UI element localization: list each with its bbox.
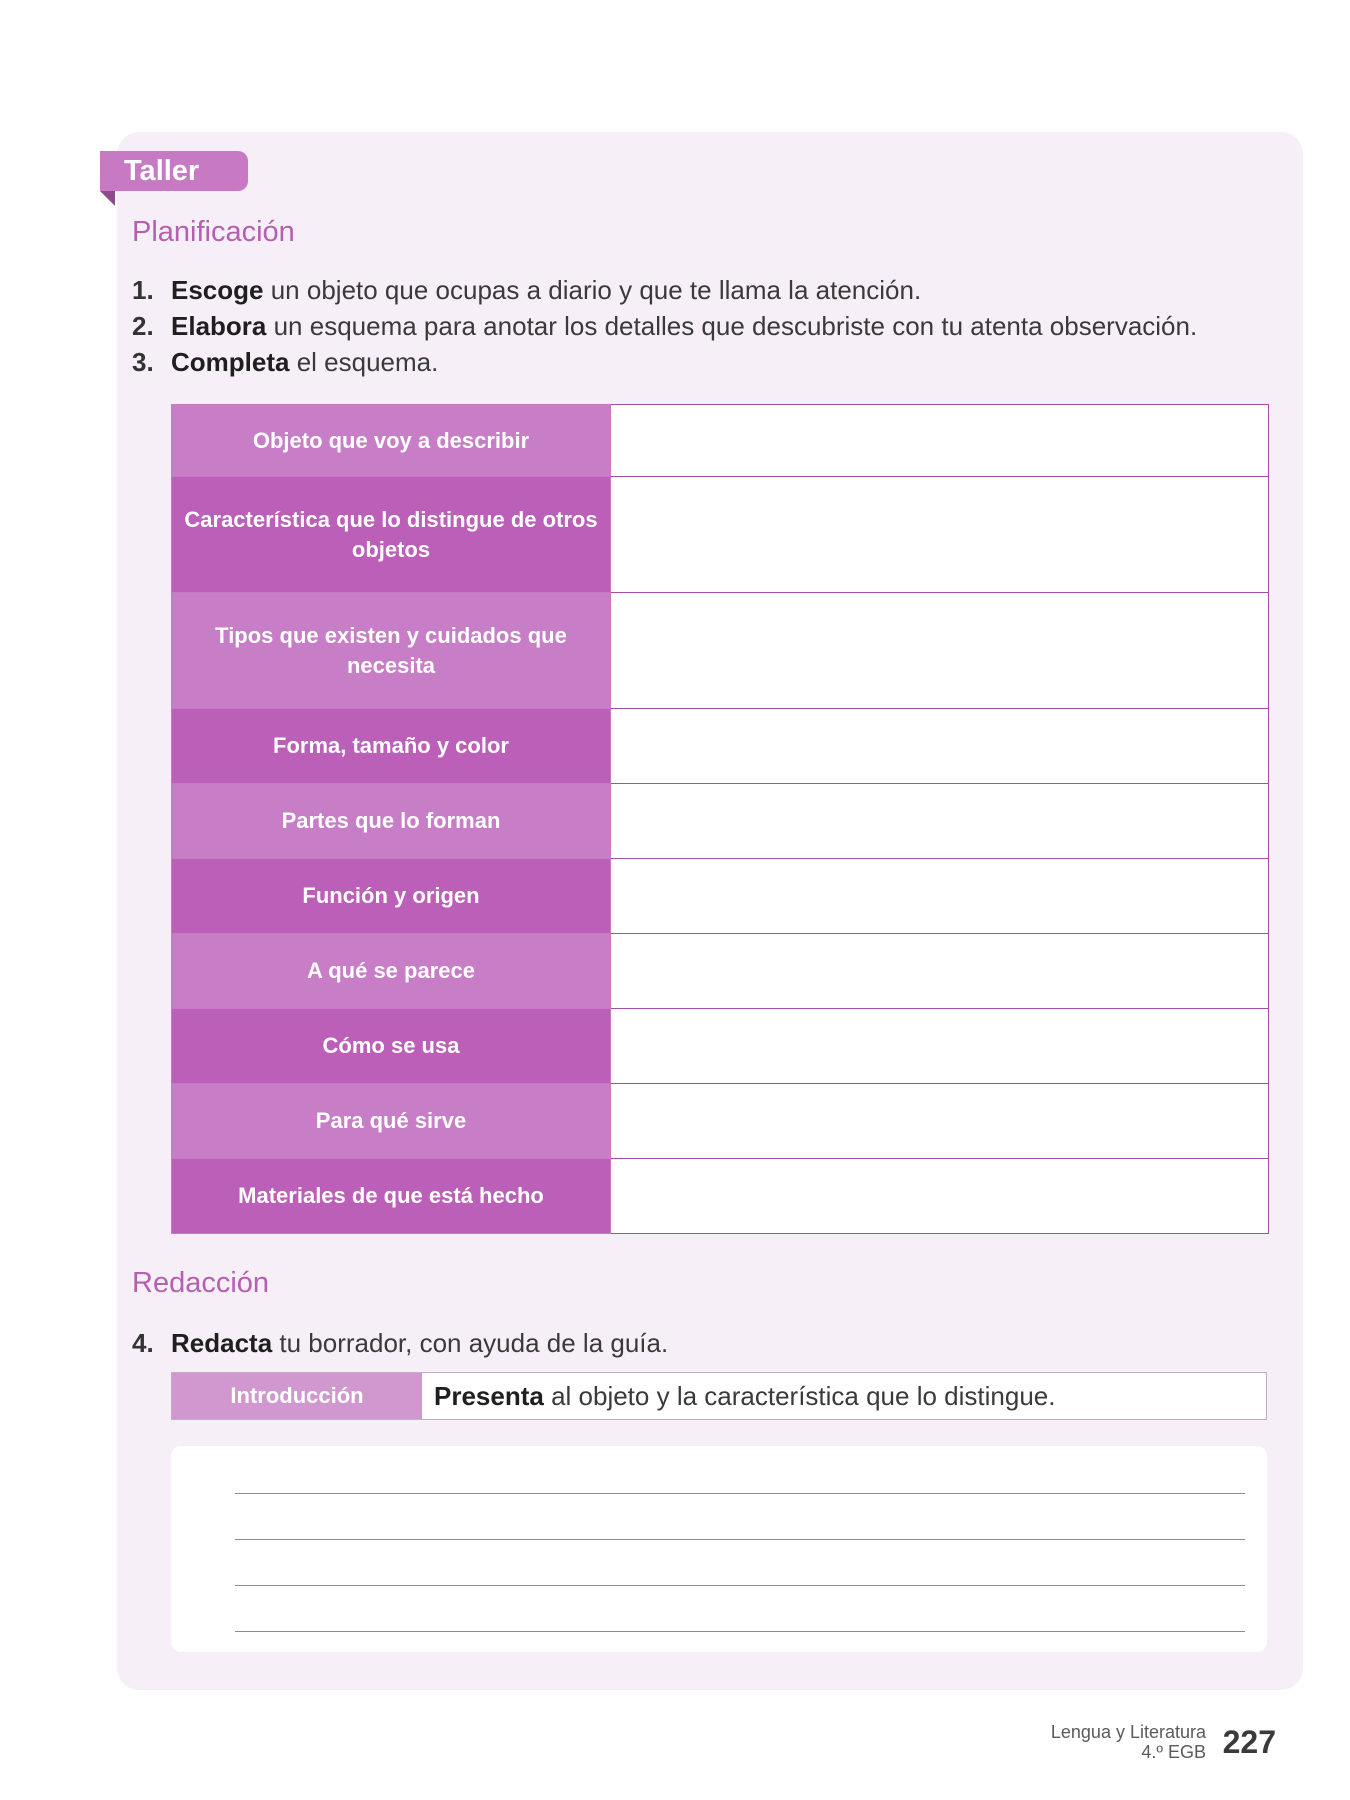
scheme-row <box>172 1159 1269 1234</box>
scheme-label: Característica que lo distingue de otros objetos <box>172 477 611 593</box>
scheme-answer-cell[interactable] <box>611 1009 1269 1084</box>
scheme-label: Objeto que voy a describir <box>172 405 611 477</box>
scheme-label: Para qué sirve <box>172 1084 611 1159</box>
scheme-row <box>172 934 1269 1009</box>
scheme-label: Materiales de que está hecho <box>172 1159 611 1234</box>
scheme-label: A qué se parece <box>172 934 611 1009</box>
draft-writing-area[interactable] <box>171 1446 1267 1652</box>
scheme-row <box>172 593 1269 709</box>
writing-line[interactable] <box>235 1585 1245 1586</box>
scheme-row <box>172 709 1269 784</box>
scheme-row <box>172 859 1269 934</box>
scheme-label: Tipos que existen y cuidados que necesita <box>172 593 611 709</box>
scheme-answer-cell[interactable] <box>611 405 1269 477</box>
scheme-answer-cell[interactable] <box>611 709 1269 784</box>
scheme-answer-cell[interactable] <box>611 1159 1269 1234</box>
scheme-answer-cell[interactable] <box>611 1084 1269 1159</box>
scheme-row <box>172 405 1269 477</box>
scheme-row <box>172 784 1269 859</box>
scheme-answer-cell[interactable] <box>611 477 1269 593</box>
scheme-answer-cell[interactable] <box>611 859 1269 934</box>
scheme-label: Partes que lo forman <box>172 784 611 859</box>
scheme-answer-cell[interactable] <box>611 593 1269 709</box>
scheme-row <box>172 477 1269 593</box>
writing-line[interactable] <box>235 1493 1245 1494</box>
tab-fold-decoration <box>100 191 115 206</box>
page-number: 227 <box>1222 1724 1276 1760</box>
writing-line[interactable] <box>235 1539 1245 1540</box>
guide-text: Presenta al objeto y la característica que lo distingue. <box>434 1381 1056 1411</box>
scheme-row <box>172 1084 1269 1159</box>
redaccion-title: Redacción <box>132 1267 270 1299</box>
scheme-label: Forma, tamaño y color <box>172 709 611 784</box>
scheme-answer-cell[interactable] <box>611 934 1269 1009</box>
scheme-row <box>172 1009 1269 1084</box>
writing-line[interactable] <box>235 1631 1245 1632</box>
step-1: 1. Escoge un objeto que ocupas a diario y que te llama la atención. <box>132 275 922 305</box>
writing-guide-row <box>171 1372 1267 1420</box>
taller-tab: Taller <box>100 151 248 191</box>
step-2: 2. Elabora un esquema para anotar los detalles que descubriste con tu atenta observación. <box>132 311 1198 341</box>
guide-label: Introducción <box>172 1373 422 1419</box>
step-3: 3. Completa el esquema. <box>132 347 439 377</box>
planificacion-title: Planificación <box>132 216 295 248</box>
planificacion-steps <box>132 272 1197 380</box>
scheme-label: Función y origen <box>172 859 611 934</box>
scheme-label: Cómo se usa <box>172 1009 611 1084</box>
footer-subject: Lengua y Literatura 4.º EGB <box>1050 1722 1206 1762</box>
step-4: 4. Redacta tu borrador, con ayuda de la guía. <box>132 1328 669 1358</box>
scheme-answer-cell[interactable] <box>611 784 1269 859</box>
description-scheme-table <box>171 404 1269 1234</box>
